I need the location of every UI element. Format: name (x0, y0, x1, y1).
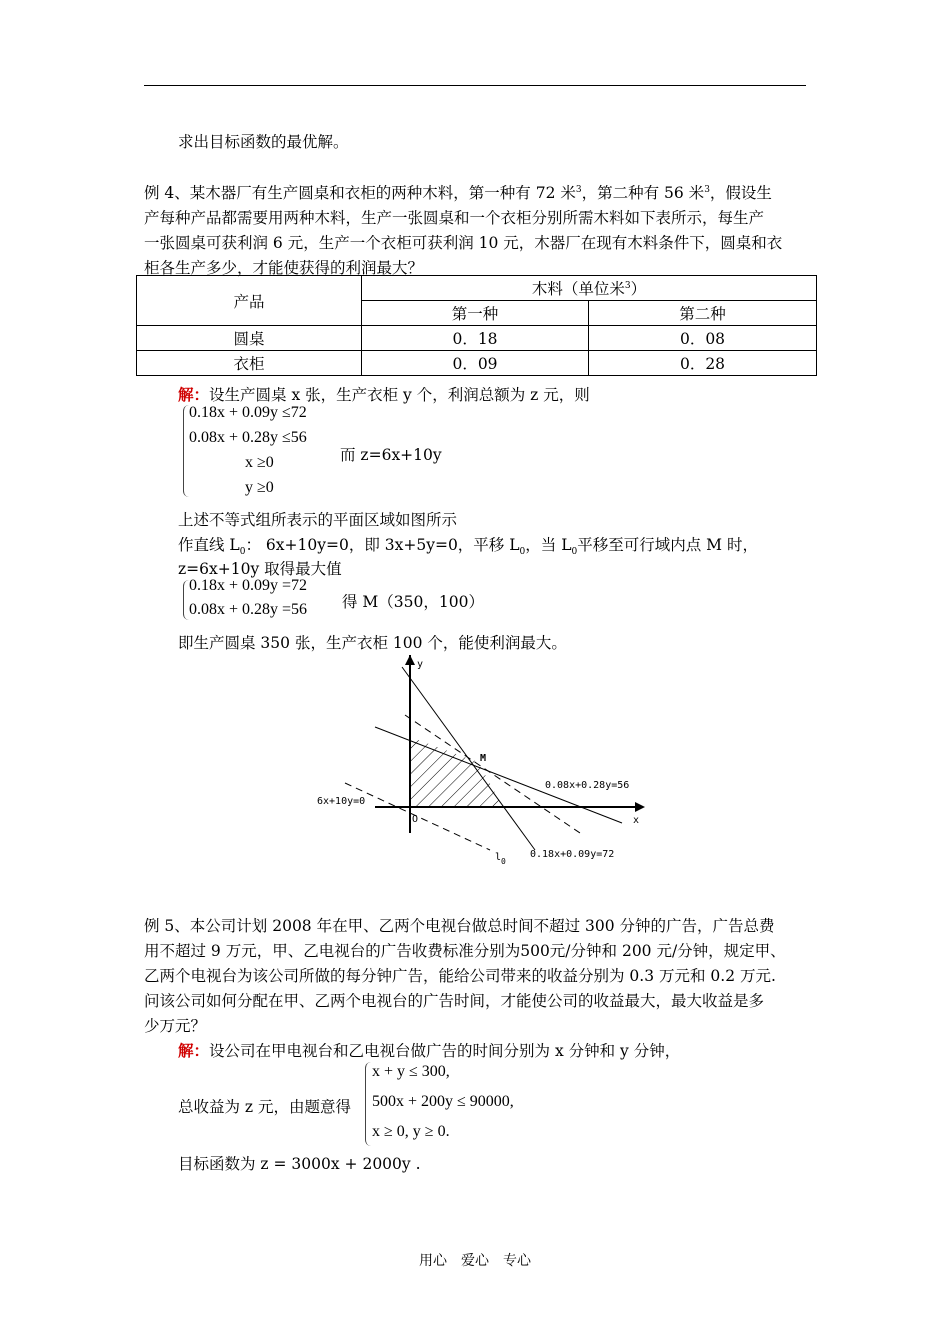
line-c-label: 6x+10y=0 (317, 796, 366, 807)
ex4-line-1: 例 4、某木器厂有生产圆桌和衣柜的两种木料，第一种有 72 米$^3$，第二种有 56 米$^3$，假设生 (144, 184, 772, 202)
ex5-system-3: x ≥ 0, y ≥ 0. (372, 1123, 450, 1140)
ex5-solution: 解：设公司在甲电视台和乙电视台做广告的时间分别为 x 分钟和 y 分钟， (178, 1041, 681, 1060)
line-a-label: 0.08x+0.28y=56 (545, 780, 630, 791)
l0-label: $l_0$ (495, 852, 506, 866)
row-value-1: 0．09 (362, 351, 589, 376)
row-value-2: 0．28 (589, 351, 817, 376)
system-line-4: y ≥0 (245, 479, 274, 496)
ex5-system-brace (365, 1062, 371, 1146)
region-line: 上述不等式组所表示的平面区域如图所示 (178, 511, 458, 529)
y-label: y (417, 659, 424, 670)
header-wood: 木料（单位米$^3$） (362, 276, 817, 301)
ex4-line-3: 一张圆桌可获利润 6 元，生产一个衣柜可获利润 10 元，木器厂在现有木料条件下，圆桌和衣 (144, 234, 783, 252)
ex5-objective: 目标函数为 z = 3000x + 2000y . (178, 1155, 421, 1173)
system-line-2: 0.08x + 0.28y ≤56 (189, 429, 307, 446)
ex5-line-4: 问该公司如何分配在甲、乙两个电视台的广告时间，才能使公司的收益最大，最大收益是多 (144, 992, 765, 1010)
conclusion: 即生产圆桌 350 张，生产衣柜 100 个，能使利润最大。 (178, 634, 567, 652)
l0-line: 作直线 $L_0$： 6x+10y=0，即 3x+5y=0，平移 $L_0$，当 $L_0$平移至可行域内点 M 时， (178, 536, 758, 558)
header-product: 产品 (137, 276, 362, 326)
ex5-line-1: 例 5、本公司计划 2008 年在甲、乙两个电视台做总时间不超过 300 分钟的广告，广告总费 (144, 917, 775, 935)
x-label: x (633, 815, 640, 826)
system-line-1: 0.18x + 0.09y ≤72 (189, 404, 307, 421)
system2-line-2: 0.08x + 0.28y =56 (189, 601, 308, 618)
row-name: 衣柜 (137, 351, 362, 376)
ex5-total: 总收益为 z 元，由题意得 (178, 1098, 352, 1116)
ex5-system-1: x + y ≤ 300, (372, 1063, 450, 1080)
wood-table (136, 275, 817, 376)
max-line: z=6x+10y 取得最大值 (178, 560, 342, 578)
system-line-3: x ≥0 (245, 454, 274, 471)
page-footer: 用心 爱心 专心 (419, 1253, 531, 1269)
header-rule (144, 85, 806, 86)
m-label: M (480, 753, 487, 764)
table-row (137, 326, 817, 351)
intro-line: 求出目标函数的最优解。 (178, 133, 349, 151)
y-arrow (405, 655, 415, 665)
ex4-objective: 而 z=6x+10y (340, 446, 442, 464)
ex4-line-4: 柜各生产多少，才能使获得的利润最大？ (144, 259, 424, 277)
ex5-system-2: 500x + 200y ≤ 90000, (372, 1093, 514, 1110)
ex4-solution: 解：设生产圆桌 x 张，生产衣柜 y 个，利润总额为 z 元，则 (178, 385, 590, 404)
ex4-line-2: 产每种产品都需要用两种木料，生产一张圆桌和一个衣柜分别所需木料如下表所示，每生产 (144, 209, 765, 227)
table-row (137, 351, 817, 376)
row-value-1: 0．18 (362, 326, 589, 351)
result-point: 得 M（350，100） (342, 593, 484, 611)
header-col1: 第一种 (362, 301, 589, 326)
origin-label: O (412, 814, 419, 825)
system2-line-1: 0.18x + 0.09y =72 (189, 577, 308, 594)
x-arrow (635, 802, 645, 812)
ex5-line-2: 用不超过 9 万元，甲、乙电视台的广告收费标准分别为500元/分钟和 200 元/分钟，规定甲、 (144, 942, 786, 960)
line-b-label: 0.18x+0.09y=72 (530, 849, 615, 860)
header-col2: 第二种 (589, 301, 817, 326)
ex5-line-5: 少万元？ (144, 1017, 207, 1035)
row-name: 圆桌 (137, 326, 362, 351)
ex5-line-3: 乙两个电视台为该公司所做的每分钟广告，能给公司带来的收益分别为 0.3 万元和 0.2 万元. (144, 967, 776, 985)
row-value-2: 0．08 (589, 326, 817, 351)
feasible-region-graph (300, 655, 660, 875)
